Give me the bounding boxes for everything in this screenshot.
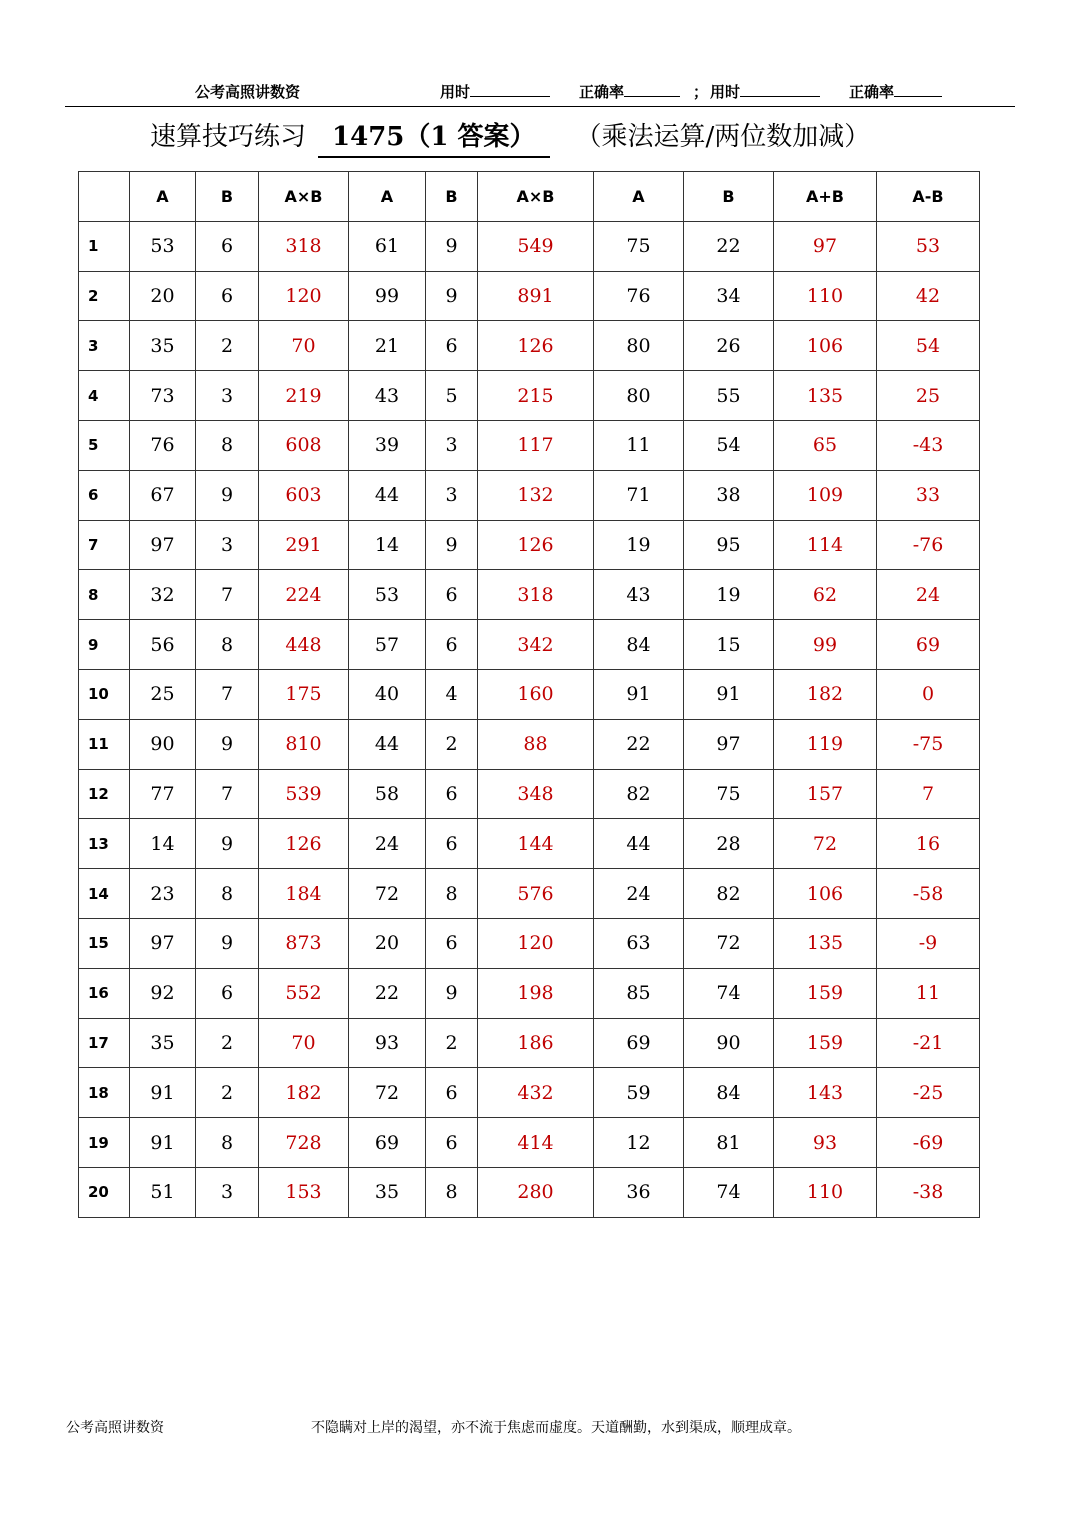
operand-cell: 35 [349,1167,426,1217]
operand-cell: 9 [426,520,478,570]
operand-cell: 80 [594,321,684,371]
answer-cell: 62 [774,570,877,620]
answer-cell: 119 [774,719,877,769]
operand-cell: 43 [349,371,426,421]
row-number: 4 [79,371,130,421]
answer-cell: 728 [259,1118,349,1168]
table-row [79,719,980,769]
answer-cell: 157 [774,769,877,819]
answer-cell: 72 [774,819,877,869]
table-row [79,520,980,570]
header-brand: 公考高照讲数资 [195,83,301,101]
answer-cell: 110 [774,271,877,321]
operand-cell: 84 [684,1068,774,1118]
operand-cell: 75 [684,769,774,819]
operand-cell: 61 [349,221,426,271]
answer-cell: 280 [478,1167,594,1217]
answer-cell: 120 [259,271,349,321]
operand-cell: 69 [349,1118,426,1168]
operand-cell: 3 [196,1167,259,1217]
answer-cell: 25 [877,371,980,421]
answer-cell: 552 [259,968,349,1018]
operand-cell: 6 [426,769,478,819]
operand-cell: 3 [426,420,478,470]
answer-cell: 97 [774,221,877,271]
operand-cell: 6 [426,321,478,371]
table-row [79,1068,980,1118]
row-number: 6 [79,470,130,520]
answer-cell: -76 [877,520,980,570]
practice-table [78,171,980,1218]
answer-cell: 603 [259,470,349,520]
operand-cell: 72 [349,1068,426,1118]
operand-cell: 8 [196,620,259,670]
page-title [150,114,940,160]
operand-cell: 97 [684,719,774,769]
answer-cell: 106 [774,321,877,371]
operand-cell: 2 [196,1068,259,1118]
operand-cell: 9 [426,968,478,1018]
operand-cell: 2 [196,321,259,371]
answer-cell: 608 [259,420,349,470]
operand-cell: 82 [684,869,774,919]
answer-cell: 160 [478,669,594,719]
operand-cell: 24 [349,819,426,869]
operand-cell: 24 [594,869,684,919]
header-cell: B [196,172,259,222]
answer-cell: 224 [259,570,349,620]
answer-cell: -69 [877,1118,980,1168]
answer-cell: 126 [478,520,594,570]
answer-cell: 186 [478,1018,594,1068]
operand-cell: 44 [349,470,426,520]
table-row [79,669,980,719]
answer-cell: 69 [877,620,980,670]
operand-cell: 85 [594,968,684,1018]
operand-cell: 2 [426,719,478,769]
operand-cell: 6 [426,570,478,620]
operand-cell: 14 [130,819,196,869]
operand-cell: 44 [594,819,684,869]
row-number: 13 [79,819,130,869]
answer-cell: 126 [478,321,594,371]
operand-cell: 59 [594,1068,684,1118]
operand-cell: 7 [196,669,259,719]
time-label-1: 用时 [440,83,471,101]
header-separator: ； [693,83,709,101]
operand-cell: 28 [684,819,774,869]
operand-cell: 26 [684,321,774,371]
operand-cell: 22 [349,968,426,1018]
answer-cell: 432 [478,1068,594,1118]
table-row [79,620,980,670]
table-row [79,1018,980,1068]
answer-cell: 16 [877,819,980,869]
operand-cell: 71 [594,470,684,520]
operand-cell: 72 [349,869,426,919]
operand-cell: 6 [196,271,259,321]
operand-cell: 56 [130,620,196,670]
operand-cell: 58 [349,769,426,819]
operand-cell: 80 [594,371,684,421]
answer-cell: 53 [877,221,980,271]
footer-brand: 公考高照讲数资 [66,1420,164,1436]
operand-cell: 51 [130,1167,196,1217]
operand-cell: 90 [684,1018,774,1068]
answer-cell: 549 [478,221,594,271]
operand-cell: 99 [349,271,426,321]
operand-cell: 6 [426,1118,478,1168]
row-number: 19 [79,1118,130,1168]
operand-cell: 53 [130,221,196,271]
header-cell: B [426,172,478,222]
answer-cell: 135 [774,918,877,968]
operand-cell: 55 [684,371,774,421]
answer-cell: 70 [259,1018,349,1068]
operand-cell: 76 [130,420,196,470]
answer-cell: 182 [259,1068,349,1118]
answer-cell: 318 [259,221,349,271]
operand-cell: 4 [426,669,478,719]
operand-cell: 43 [594,570,684,620]
operand-cell: 9 [196,918,259,968]
row-number: 16 [79,968,130,1018]
answer-cell: 42 [877,271,980,321]
operand-cell: 39 [349,420,426,470]
answer-cell: 110 [774,1167,877,1217]
operand-cell: 22 [594,719,684,769]
header-cell: A [349,172,426,222]
answer-cell: 891 [478,271,594,321]
operand-cell: 9 [196,470,259,520]
operand-cell: 3 [426,470,478,520]
row-number: 11 [79,719,130,769]
accuracy-blank-2[interactable] [894,80,942,97]
operand-cell: 12 [594,1118,684,1168]
accuracy-field-2[interactable] [849,79,942,105]
operand-cell: 6 [196,968,259,1018]
table-row [79,371,980,421]
table-row [79,470,980,520]
time-label-2: 用时 [710,83,741,101]
table-row [79,570,980,620]
table-row [79,321,980,371]
table-row [79,869,980,919]
answer-cell: 539 [259,769,349,819]
answer-cell: 114 [774,520,877,570]
table-row [79,1118,980,1168]
answer-cell: 810 [259,719,349,769]
answer-cell: 54 [877,321,980,371]
header-cell-index [79,172,130,222]
operand-cell: 19 [594,520,684,570]
answer-cell: 120 [478,918,594,968]
operand-cell: 5 [426,371,478,421]
answer-cell: 414 [478,1118,594,1168]
operand-cell: 8 [426,1167,478,1217]
header-cell: A [594,172,684,222]
table-row [79,1167,980,1217]
operand-cell: 54 [684,420,774,470]
operand-cell: 72 [684,918,774,968]
operand-cell: 34 [684,271,774,321]
answer-cell: 348 [478,769,594,819]
row-number: 12 [79,769,130,819]
operand-cell: 20 [130,271,196,321]
operand-cell: 53 [349,570,426,620]
operand-cell: 74 [684,1167,774,1217]
operand-cell: 8 [426,869,478,919]
row-number: 15 [79,918,130,968]
operand-cell: 73 [130,371,196,421]
answer-cell: 182 [774,669,877,719]
answer-cell: 106 [774,869,877,919]
header-cell: A-B [877,172,980,222]
header-cell: A+B [774,172,877,222]
operand-cell: 38 [684,470,774,520]
operand-cell: 23 [130,869,196,919]
answer-cell: 159 [774,1018,877,1068]
footer-motto: 不隐瞒对上岸的渴望，亦不流于焦虑而虚度。天道酬勤，水到渠成，顺理成章。 [311,1420,801,1436]
row-number: 8 [79,570,130,620]
operand-cell: 36 [594,1167,684,1217]
answer-cell: 65 [774,420,877,470]
answer-cell: -9 [877,918,980,968]
operand-cell: 77 [130,769,196,819]
operand-cell: 91 [684,669,774,719]
operand-cell: 91 [594,669,684,719]
row-number: 2 [79,271,130,321]
operand-cell: 2 [426,1018,478,1068]
table-row [79,221,980,271]
row-number: 10 [79,669,130,719]
answer-cell: 219 [259,371,349,421]
row-number: 7 [79,520,130,570]
operand-cell: 35 [130,321,196,371]
answer-cell: 93 [774,1118,877,1168]
answer-cell: 117 [478,420,594,470]
time-field-2[interactable] [710,79,820,105]
operand-cell: 74 [684,968,774,1018]
header-cell: A×B [259,172,349,222]
operand-cell: 7 [196,769,259,819]
operand-cell: 6 [426,918,478,968]
answer-cell: 7 [877,769,980,819]
table-row [79,819,980,869]
answer-cell: 143 [774,1068,877,1118]
operand-cell: 11 [594,420,684,470]
operand-cell: 40 [349,669,426,719]
operand-cell: 6 [426,819,478,869]
row-number: 14 [79,869,130,919]
answer-cell: 33 [877,470,980,520]
accuracy-field-1[interactable] [579,79,680,105]
table-row [79,968,980,1018]
operand-cell: 93 [349,1018,426,1068]
answer-cell: 0 [877,669,980,719]
row-number: 18 [79,1068,130,1118]
operand-cell: 15 [684,620,774,670]
answer-cell: -58 [877,869,980,919]
operand-cell: 95 [684,520,774,570]
answer-cell: 132 [478,470,594,520]
operand-cell: 90 [130,719,196,769]
answer-cell: 198 [478,968,594,1018]
row-number: 5 [79,420,130,470]
operand-cell: 32 [130,570,196,620]
page-header [65,79,1015,107]
table-header-row [79,172,980,222]
answer-cell: 135 [774,371,877,421]
accuracy-label-2: 正确率 [849,83,895,101]
answer-cell: 99 [774,620,877,670]
operand-cell: 7 [196,570,259,620]
operand-cell: 69 [594,1018,684,1068]
answer-cell: 318 [478,570,594,620]
table-row [79,420,980,470]
accuracy-blank-1[interactable] [624,80,680,97]
table-row [79,918,980,968]
operand-cell: 9 [196,719,259,769]
answer-cell: 215 [478,371,594,421]
answer-cell: -38 [877,1167,980,1217]
answer-cell: 126 [259,819,349,869]
operand-cell: 21 [349,321,426,371]
title-subtitle: （乘法运算/两位数加减） [575,122,871,152]
operand-cell: 67 [130,470,196,520]
operand-cell: 35 [130,1018,196,1068]
row-number: 17 [79,1018,130,1068]
answer-cell: 88 [478,719,594,769]
header-cell: A [130,172,196,222]
operand-cell: 3 [196,520,259,570]
operand-cell: 20 [349,918,426,968]
operand-cell: 81 [684,1118,774,1168]
operand-cell: 6 [196,221,259,271]
answer-cell: 291 [259,520,349,570]
operand-cell: 75 [594,221,684,271]
operand-cell: 91 [130,1068,196,1118]
time-blank-2[interactable] [740,80,820,97]
operand-cell: 9 [196,819,259,869]
answer-cell: -25 [877,1068,980,1118]
answer-cell: 109 [774,470,877,520]
answer-cell: 24 [877,570,980,620]
operand-cell: 2 [196,1018,259,1068]
answer-cell: -43 [877,420,980,470]
answer-cell: 153 [259,1167,349,1217]
answer-cell: 184 [259,869,349,919]
operand-cell: 6 [426,1068,478,1118]
operand-cell: 19 [684,570,774,620]
title-number: 1475（1 答案） [318,118,550,158]
accuracy-label-1: 正确率 [579,83,625,101]
answer-cell: -75 [877,719,980,769]
operand-cell: 92 [130,968,196,1018]
answer-cell: -21 [877,1018,980,1068]
operand-cell: 97 [130,520,196,570]
operand-cell: 82 [594,769,684,819]
row-number: 9 [79,620,130,670]
operand-cell: 84 [594,620,684,670]
answer-cell: 448 [259,620,349,670]
answer-cell: 175 [259,669,349,719]
operand-cell: 97 [130,918,196,968]
operand-cell: 76 [594,271,684,321]
answer-cell: 342 [478,620,594,670]
operand-cell: 44 [349,719,426,769]
operand-cell: 14 [349,520,426,570]
operand-cell: 6 [426,620,478,670]
row-number: 3 [79,321,130,371]
table-row [79,769,980,819]
answer-cell: 70 [259,321,349,371]
time-field-1[interactable] [440,79,550,105]
answer-cell: 144 [478,819,594,869]
header-cell: A×B [478,172,594,222]
operand-cell: 63 [594,918,684,968]
time-blank-1[interactable] [470,80,550,97]
answer-cell: 873 [259,918,349,968]
operand-cell: 8 [196,1118,259,1168]
row-number: 20 [79,1167,130,1217]
row-number: 1 [79,221,130,271]
operand-cell: 57 [349,620,426,670]
answer-cell: 159 [774,968,877,1018]
header-cell: B [684,172,774,222]
answer-cell: 576 [478,869,594,919]
operand-cell: 25 [130,669,196,719]
answer-cell: 11 [877,968,980,1018]
operand-cell: 9 [426,221,478,271]
operand-cell: 8 [196,420,259,470]
operand-cell: 9 [426,271,478,321]
header-divider [65,106,1015,107]
operand-cell: 8 [196,869,259,919]
operand-cell: 91 [130,1118,196,1168]
operand-cell: 3 [196,371,259,421]
operand-cell: 22 [684,221,774,271]
title-main: 速算技巧练习 [150,122,307,152]
table-row [79,271,980,321]
